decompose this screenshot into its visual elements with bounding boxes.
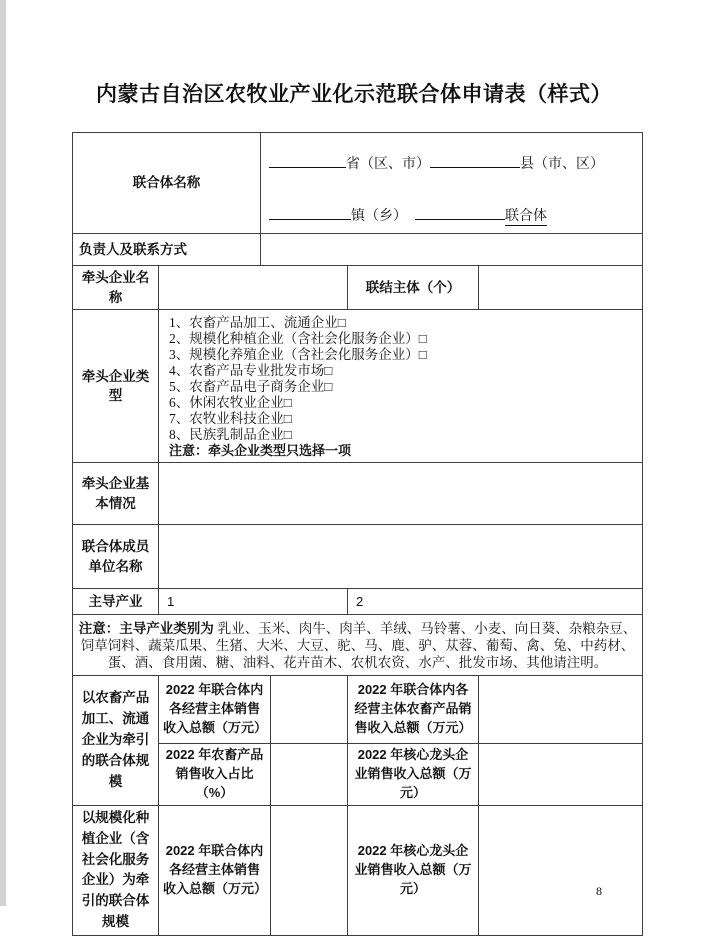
province-county-line xyxy=(269,153,634,173)
type-note: 注意：牵头企业类型只选择一项 xyxy=(169,443,352,459)
leading-industry-cell-1: 1 xyxy=(159,589,348,615)
planting-metric-2: 2022 年核心龙头企业销售收入总额（万元） xyxy=(348,805,479,936)
processing-r1-value-1 xyxy=(271,676,348,744)
leading-industry-label: 主导产业 xyxy=(73,589,159,615)
type-option-6: 6、休闲农牧业企业□ xyxy=(169,395,292,411)
industry-note-cell xyxy=(73,615,643,676)
town-blank-line xyxy=(269,208,351,220)
lead-company-type-options-cell xyxy=(159,310,643,463)
planting-scale-row xyxy=(73,805,643,936)
type-option-2: 2、规模化种植企业（含社会化服务企业）□ xyxy=(169,331,427,347)
lead-company-row xyxy=(73,266,643,310)
consortium-name-cell xyxy=(261,133,643,234)
member-units-label: 联合体成员单位名称 xyxy=(73,525,159,589)
type-option-7: 7、农牧业科技企业□ xyxy=(169,411,292,427)
consortium-name-label: 联合体名称 xyxy=(73,133,261,234)
processing-scale-row-2 xyxy=(73,744,643,806)
application-form-table xyxy=(72,132,643,936)
type-option-5: 5、农畜产品电子商务企业□ xyxy=(169,379,333,395)
processing-r2-value-2 xyxy=(479,744,643,806)
form-title: 内蒙古自治区农牧业产业化示范联合体申请表（样式） xyxy=(96,82,612,106)
county-suffix: 县（市、区） xyxy=(520,157,604,172)
type-option-4: 4、农畜产品专业批发市场□ xyxy=(169,363,333,379)
page-left-edge xyxy=(0,0,6,906)
contact-row xyxy=(73,234,643,266)
type-option-8: 8、民族乳制品企业□ xyxy=(169,427,292,443)
processing-r2-value-1 xyxy=(271,744,348,806)
lead-company-name-label: 牵头企业名称 xyxy=(73,266,159,310)
industry-note-lead: 注意：主导产业类别为 xyxy=(78,620,214,636)
industry-note-text: 乳业、玉米、肉牛、肉羊、羊绒、马铃薯、小麦、向日葵、杂粮杂豆、饲草饲料、蔬菜瓜果、生猪、大米、大豆、驼、马、鹿、驴、苁蓉、葡萄、禽、兔、中药材、蛋、酒、食用菌、糖、油料、花卉苗木、农机农资、水产、批发市场、其他请注明。 xyxy=(80,620,637,670)
consortium-blank-line xyxy=(415,208,505,220)
member-units-cell xyxy=(159,525,643,589)
province-blank-line xyxy=(269,156,346,168)
processing-r1-value-2 xyxy=(479,676,643,744)
town-consortium-line xyxy=(269,205,634,225)
contact-label: 负责人及联系方式 xyxy=(73,234,261,266)
planting-scale-label: 以规模化种植企业（含社会化服务企业）为牵引的联合体规模 xyxy=(73,805,159,936)
lead-company-basic-cell xyxy=(159,463,643,525)
consortium-name-row xyxy=(73,133,643,234)
processing-r1-metric-2: 2022 年联合体内各经营主体农畜产品销售收入总额（万元） xyxy=(348,676,479,744)
processing-scale-label: 以农畜产品加工、流通企业为牵引的联合体规模 xyxy=(73,676,159,806)
town-suffix: 镇（乡） xyxy=(351,209,407,224)
lead-company-type-options xyxy=(159,310,642,462)
processing-scale-row-1 xyxy=(73,676,643,744)
type-option-3: 3、规模化养殖企业（含社会化服务企业）□ xyxy=(169,347,427,363)
planting-value-1 xyxy=(271,805,348,936)
lead-company-name-cell xyxy=(159,266,348,310)
planting-value-2 xyxy=(479,805,643,936)
type-option-1: 1、农畜产品加工、流通企业□ xyxy=(169,315,346,331)
linked-entities-cell xyxy=(479,266,643,310)
consortium-suffix: 联合体 xyxy=(505,209,547,224)
lead-company-basic-row xyxy=(73,463,643,525)
planting-metric-1: 2022 年联合体内各经营主体销售收入总额（万元） xyxy=(159,805,271,936)
page-number: 8 xyxy=(596,884,602,898)
contact-value-cell xyxy=(261,234,643,266)
province-suffix: 省（区、市） xyxy=(346,157,430,172)
consortium-name-fill-area xyxy=(261,133,642,233)
processing-r2-metric-2: 2022 年核心龙头企业销售收入总额（万元） xyxy=(348,744,479,806)
member-units-row xyxy=(73,525,643,589)
processing-r2-metric-1: 2022 年农畜产品销售收入占比（%） xyxy=(159,744,271,806)
industry-note-row xyxy=(73,615,643,676)
county-blank-line xyxy=(430,156,520,168)
lead-company-type-label: 牵头企业类型 xyxy=(73,310,159,463)
processing-r1-metric-1: 2022 年联合体内各经营主体销售收入总额（万元） xyxy=(159,676,271,744)
leading-industry-row xyxy=(73,589,643,615)
leading-industry-cell-2: 2 xyxy=(348,589,643,615)
lead-company-type-row xyxy=(73,310,643,463)
lead-company-basic-label: 牵头企业基本情况 xyxy=(73,463,159,525)
linked-entities-label: 联结主体（个） xyxy=(348,266,479,310)
